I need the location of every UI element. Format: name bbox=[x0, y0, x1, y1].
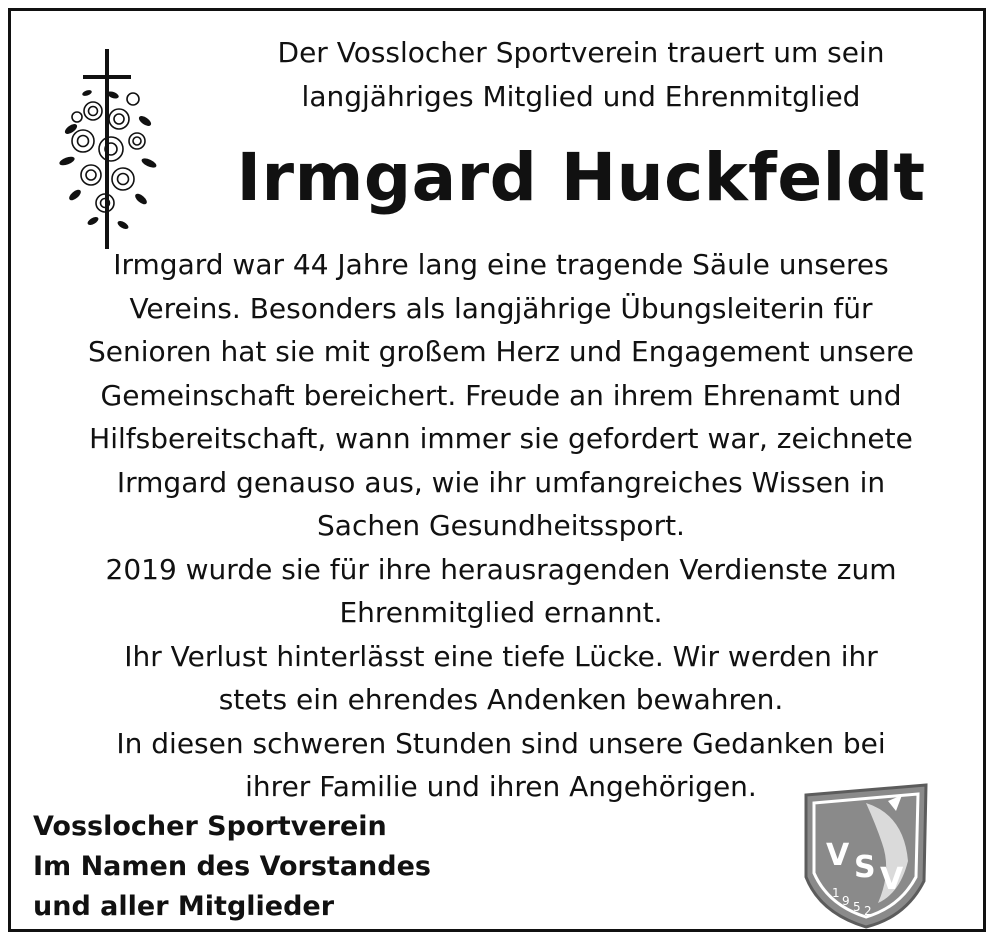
intro-text bbox=[201, 31, 961, 119]
signature-block bbox=[33, 807, 553, 927]
intro-line: langjähriges Mitglied und Ehrenmitglied bbox=[301, 80, 861, 113]
logo-year-digit: 9 bbox=[842, 894, 850, 908]
body-line: 2019 wurde sie für ihre herausragenden Verdienste zum bbox=[105, 552, 897, 586]
body-line: Irmgard war 44 Jahre lang eine tragende Säule unseres bbox=[113, 248, 889, 281]
body-line: Vereins. Besonders als langjährige Übungsleiterin für bbox=[129, 291, 873, 325]
deceased-name: Irmgard Huckfeldt bbox=[236, 139, 926, 216]
body-line: In diesen schweren Stunden sind unsere Gedanken bei bbox=[116, 726, 886, 760]
body-line: Irmgard genauso aus, wie ihr umfangreiches Wissen in bbox=[116, 465, 886, 499]
logo-letter-v: V bbox=[826, 838, 850, 873]
logo-letter-v: V bbox=[880, 862, 904, 897]
body-line: Sachen Gesundheitssport. bbox=[317, 509, 685, 542]
body-line: stets ein ehrendes Andenken bewahren. bbox=[218, 683, 784, 716]
logo-letter-s: S bbox=[854, 850, 876, 885]
signature-line: Im Namen des Vorstandes bbox=[33, 851, 431, 882]
cross-with-roses-icon bbox=[53, 49, 163, 254]
vsv-shield-logo-icon bbox=[796, 781, 936, 931]
logo-year-digit: 2 bbox=[864, 904, 872, 918]
body-paragraph bbox=[31, 548, 971, 635]
body-line: Ehrenmitglied ernannt. bbox=[339, 596, 663, 629]
body-paragraph bbox=[31, 635, 971, 722]
body-line: Hilfsbereitschaft, wann immer sie gefordert war, zeichnete bbox=[89, 422, 913, 455]
logo-year-digit: 5 bbox=[853, 900, 861, 914]
signature-line: und aller Mitglieder bbox=[33, 891, 335, 922]
obituary-notice bbox=[8, 8, 986, 932]
body-line: Gemeinschaft bereichert. Freude an ihrem Ehrenamt und bbox=[100, 378, 902, 412]
body-line: ihrer Familie und ihren Angehörigen. bbox=[245, 770, 757, 803]
signature-line: Vosslocher Sportverein bbox=[33, 811, 387, 842]
body-paragraph bbox=[31, 243, 971, 548]
obituary-body bbox=[31, 243, 971, 809]
body-line: Senioren hat sie mit großem Herz und Engagement unsere bbox=[88, 335, 914, 368]
intro-line: Der Vosslocher Sportverein trauert um sein bbox=[277, 36, 885, 69]
logo-year-digit: 1 bbox=[832, 886, 840, 900]
body-line: Ihr Verlust hinterlässt eine tiefe Lücke. Wir werden ihr bbox=[124, 639, 878, 673]
